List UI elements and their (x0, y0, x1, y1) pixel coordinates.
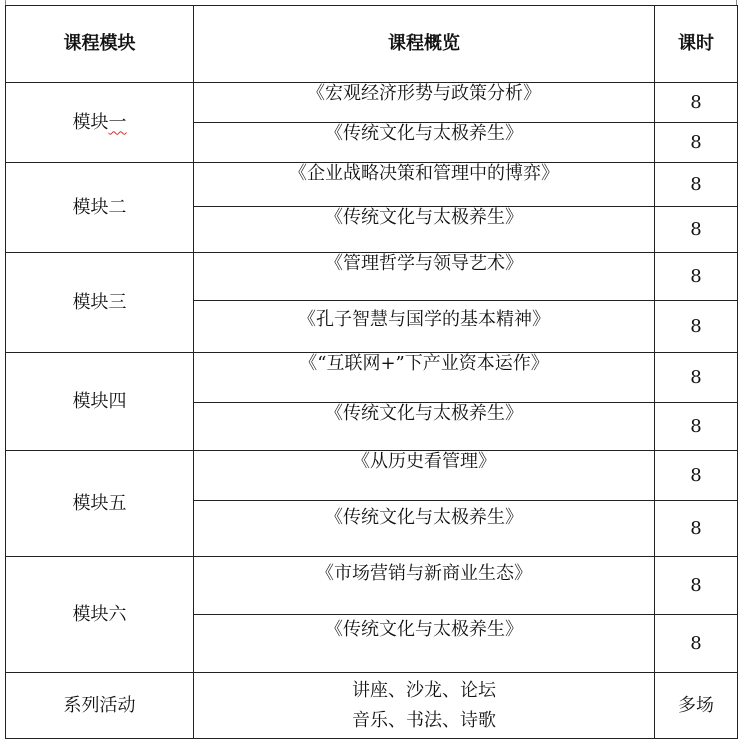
course-title: 《市场营销与新商业生态》 (194, 557, 655, 615)
course-hours: 8 (655, 615, 738, 673)
course-title: 《宏观经济形势与政策分析》 (194, 83, 655, 123)
course-title: 《传统文化与太极养生》 (194, 615, 655, 673)
course-title: 《传统文化与太极养生》 (194, 207, 655, 253)
course-hours: 8 (655, 123, 738, 163)
header-overview: 课程概览 (194, 6, 655, 83)
course-title: 《管理哲学与领导艺术》 (194, 253, 655, 301)
course-title: 《“互联网+”下产业资本运作》 (194, 353, 655, 403)
table-row (6, 353, 738, 403)
course-title: 《传统文化与太极养生》 (194, 123, 655, 163)
course-hours: 8 (655, 451, 738, 501)
header-row (6, 6, 738, 83)
course-hours: 8 (655, 353, 738, 403)
course-hours: 8 (655, 83, 738, 123)
header-module: 课程模块 (6, 6, 194, 83)
header-hours: 课时 (655, 6, 738, 83)
activities-line-2: 音乐、书法、诗歌 (352, 709, 496, 731)
course-title: 《企业战略决策和管理中的博弈》 (194, 163, 655, 207)
activities-name: 系列活动 (6, 673, 194, 739)
course-hours: 8 (655, 163, 738, 207)
module-cell: 模块五 (6, 451, 194, 557)
module-cell: 模块四 (6, 353, 194, 451)
course-hours: 8 (655, 253, 738, 301)
course-title: 《传统文化与太极养生》 (194, 501, 655, 557)
course-hours: 8 (655, 301, 738, 353)
course-hours: 8 (655, 501, 738, 557)
module-name: 模块 (72, 111, 109, 133)
table-row (6, 163, 738, 207)
module-cell: 模块三 (6, 253, 194, 353)
course-hours: 8 (655, 557, 738, 615)
module-cell: 模块六 (6, 557, 194, 673)
table-row (6, 557, 738, 615)
module-name-suffix: 一 (108, 111, 127, 133)
table-row (6, 253, 738, 301)
activities-row (6, 673, 738, 739)
course-title: 《从历史看管理》 (194, 451, 655, 501)
module-cell (6, 83, 194, 163)
activities-hours: 多场 (655, 673, 738, 739)
course-hours: 8 (655, 403, 738, 451)
course-title: 《传统文化与太极养生》 (194, 403, 655, 451)
table-row (6, 83, 738, 123)
activities-list (194, 673, 655, 739)
course-table (5, 5, 738, 739)
module-cell: 模块二 (6, 163, 194, 253)
course-hours: 8 (655, 207, 738, 253)
activities-line-1: 讲座、沙龙、论坛 (352, 679, 496, 701)
course-title: 《孔子智慧与国学的基本精神》 (194, 301, 655, 353)
table-row (6, 451, 738, 501)
